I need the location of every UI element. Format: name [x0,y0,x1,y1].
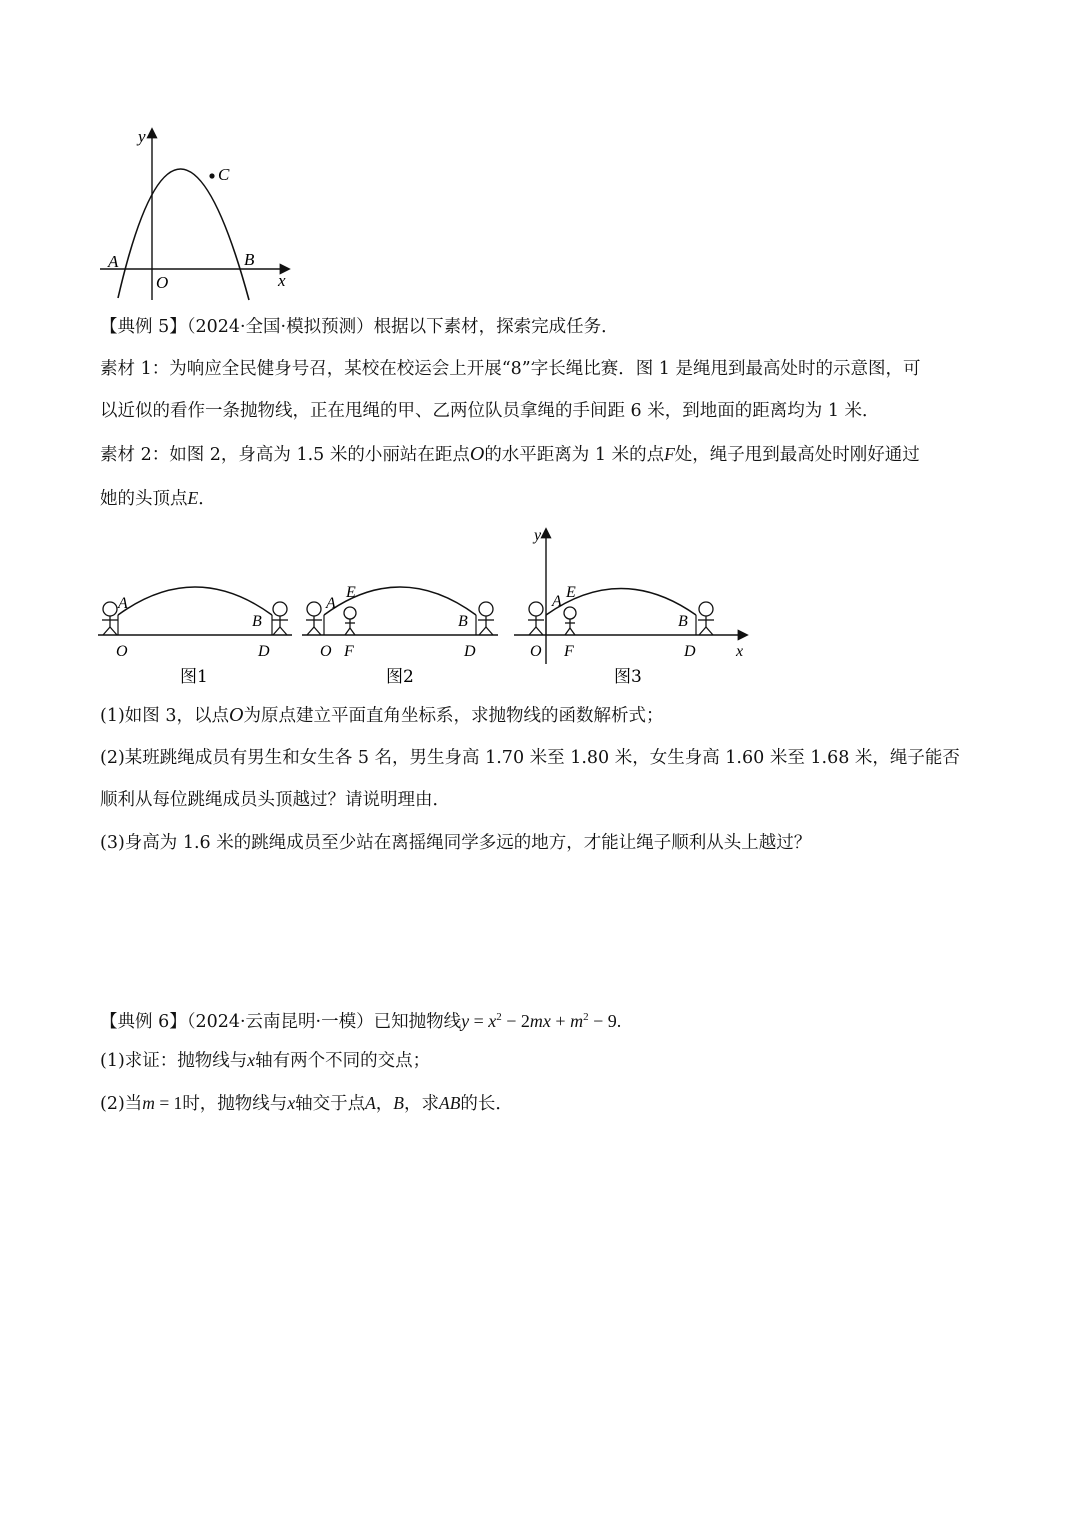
parabola-equation: $y = x^2 - 2mx + m^2 - 9$. [461,1011,622,1031]
material2-line2: 她的头顶点E． [100,488,216,509]
ex5-question-1: (1)如图 3，以点O为原点建立平面直角坐标系，求抛物线的函数解析式； [100,704,664,726]
fig3-caption: 图3 [614,667,642,687]
label-c: C [218,165,230,184]
jump-rope-figures [96,522,760,694]
fig2-caption: 图2 [386,667,414,687]
ex5-question-2-line2: 顺利从每位跳绳成员头顶越过？请说明理由． [100,790,450,810]
svg-text:O: O [320,643,332,660]
parabola-curve [118,169,249,300]
ex6-question-1: (1)求证：抛物线与x轴有两个不同的交点； [100,1050,431,1071]
ex5-question-2-line1: (2)某班跳绳成员有男生和女生各 5 名，男生身高 1.70 米至 1.80 米，女生身高 1.60 米至 1.68 米，绳子能否 [100,748,960,768]
svg-text:B: B [252,613,262,630]
svg-text:B: B [678,613,688,630]
label-a: A [108,252,119,271]
svg-text:D: D [464,643,476,660]
svg-text:F: F [344,643,354,660]
label-x: x [278,271,286,290]
label-y: y [138,127,146,146]
svg-text:O: O [530,643,542,660]
svg-text:y: y [534,527,542,544]
material1-line2: 以近似的看作一条抛物线，正在甩绳的甲、乙两位队员拿绳的手间距 6 米，到地面的距离均为 1 米． [100,401,880,421]
figure-1 [98,587,292,687]
svg-text:B: B [458,613,468,630]
ex6-question-2: (2)当m = 1时，抛物线与x轴交于点A，B，求AB的长． [100,1093,513,1114]
fig1-rope [118,587,272,615]
material1-line1: 素材 1：为响应全民健身号召，某校在校运会上开展“8”字长绳比赛．图 1 是绳甩到最高处时的示意图，可 [100,359,921,379]
example5-heading: 【典例 5】（2024·全国·模拟预测）根据以下素材，探索完成任务． [100,317,619,337]
material2-line1: 素材 2：如图 2，身高为 1.5 米的小丽站在距点O的水平距离为 1 米的点F处，绳子甩到最高处时刚好通过 [100,443,920,465]
example6-heading: 【典例 6】（2024·云南昆明·一模）已知抛物线$y = x^2 - 2mx + m^2 - 9$. [100,1011,622,1032]
svg-text:D: D [258,643,270,660]
point-c-dot [209,173,214,178]
figure-3 [514,527,746,687]
svg-text:E: E [566,584,576,601]
svg-text:F: F [564,643,574,660]
fig1-caption: 图1 [180,667,208,687]
svg-text:O: O [116,643,128,660]
ex5-question-3: (3)身高为 1.6 米的跳绳成员至少站在离摇绳同学多远的地方，才能让绳子顺利从头上越过？ [100,833,812,853]
top-parabola-figure [96,122,296,304]
label-b: B [244,250,255,269]
svg-text:A: A [552,593,562,610]
svg-text:x: x [736,643,744,660]
svg-text:A: A [326,595,336,612]
label-o: O [156,273,169,292]
svg-text:A: A [118,595,128,612]
svg-text:E: E [346,584,356,601]
figure-2 [302,584,498,687]
svg-text:D: D [684,643,696,660]
